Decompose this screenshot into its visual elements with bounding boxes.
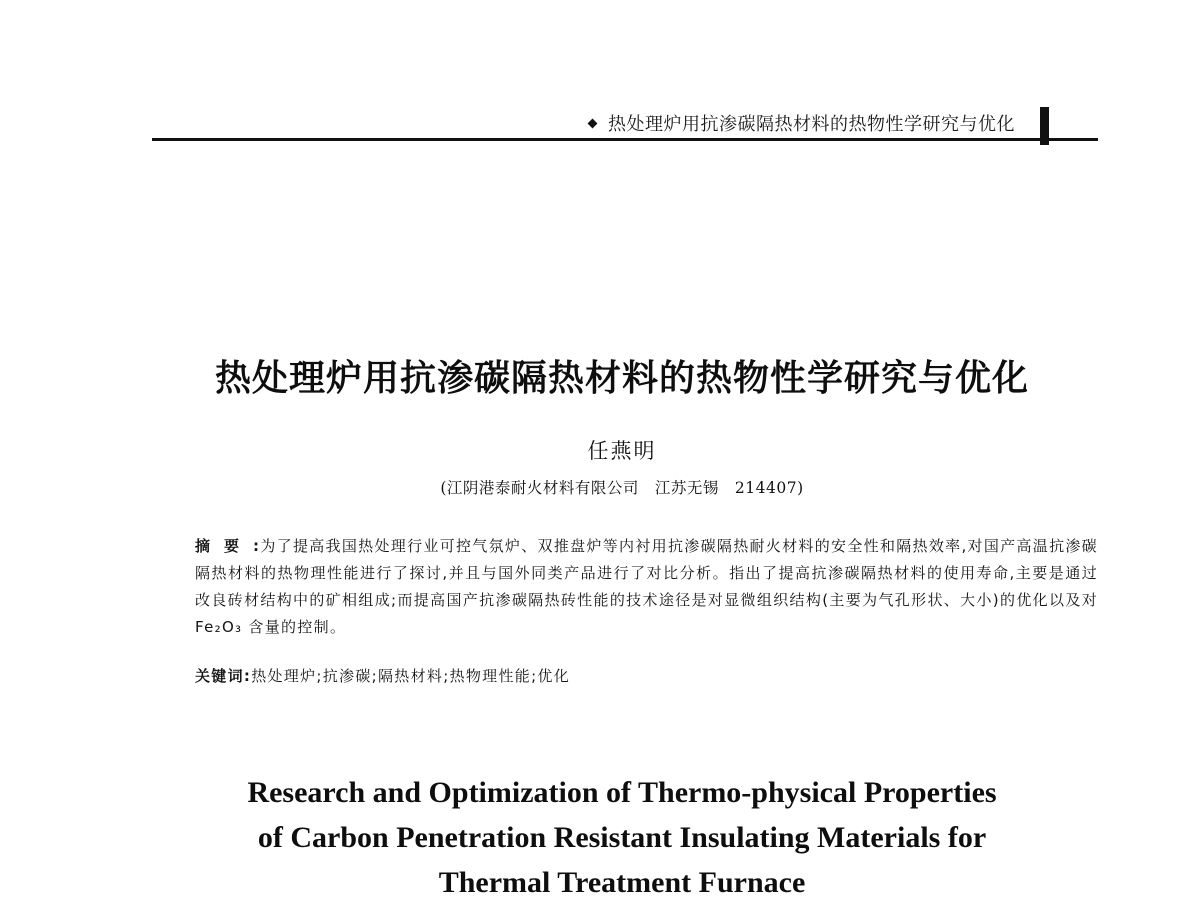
abstract-label-colon: : [253,537,261,555]
title-en-line-3: Thermal Treatment Furnace [438,866,806,899]
header-rule [152,138,1098,141]
keywords-label: 关键词: [195,667,252,685]
keywords-text: 热处理炉;抗渗碳;隔热材料;热物理性能;优化 [251,667,571,685]
abstract [151,533,1098,641]
running-header-text: 热处理炉用抗渗碳隔热材料的热物性学研究与优化 [608,114,1015,135]
paper-title-en [0,770,1200,905]
abstract-text: 为了提高我国热处理行业可控气氛炉、双推盘炉等内衬用抗渗碳隔热耐火材料的安全性和隔热效率,对国产高温抗渗碳隔热材料的热物理性能进行了探讨,并且与国外同类产品进行了对比分析。指出了提高抗渗碳隔热材料的使用寿命,主要是通过改良砖材结构中的矿相组成;而提高国产抗渗碳隔热砖性能的技术途径是对显微组织结构(主要为气孔形状、大小)的优化以及对 Fe₂O₃ 含量的控制。 [195,537,1098,636]
abstract-label: 摘要 [195,537,254,555]
keywords [195,665,1095,686]
abstract-body [151,533,1098,641]
title-en-line-2: of Carbon Penetration Resistant Insulating Materials for [257,821,987,854]
running-header-title [589,110,1015,136]
title-en-line-1: Research and Optimization of Thermo-physical Properties [247,776,997,809]
author-name: 任燕明 [587,439,657,463]
paper-title-zh: 热处理炉用抗渗碳隔热材料的热物性学研究与优化 [214,358,1029,399]
author-affiliation: (江阴港泰耐火材料有限公司 江苏无锡 214407) [440,479,804,497]
diamond-bullet-icon [588,118,598,128]
